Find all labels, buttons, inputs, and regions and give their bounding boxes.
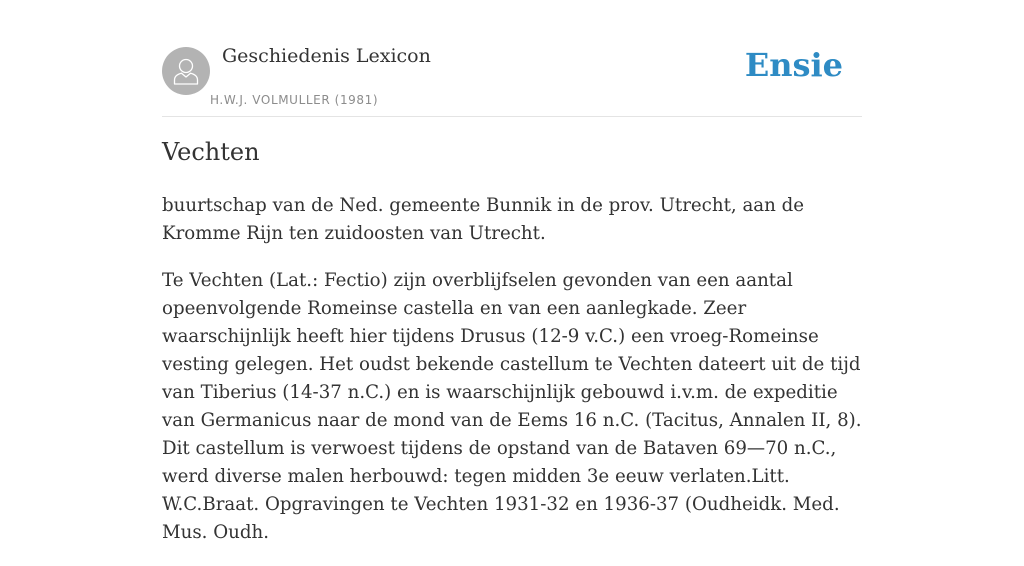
- entry-body: [162, 192, 862, 566]
- entry-paragraph: buurtschap van de Ned. gemeente Bunnik in de prov. Utrecht, aan de Kromme Rijn ten zuidoosten van Utrecht.: [162, 195, 805, 244]
- entry-paragraph: Te Vechten (Lat.: Fectio) zijn overblijfselen gevonden van een aantal opeenvolgende Romeinse castella en van een aanlegkade. Zeer waarschijnlijk heeft hier tijdens Drusus (12-9 v.C.) een vroeg-Romeinse vesting gelegen. Het oudst bekende castellum te Vechten dateert uit de tijd van Tiberius (14-37 n.C.) en is waarschijnlijk gebouwd i.v.m. de expeditie van Germanicus naar de mond van de Eems 16 n.C. (Tacitus, Annalen II, 8). Dit castellum is verwoest tijdens de opstand van de Bataven 69—70 n.C., werd diverse malen herbouwd: tegen midden 3e eeuw verlaten.Litt. W.C.Braat. Opgravingen te Vechten 1931-32 en 1936-37 (Oudheidk. Med. Mus. Oudh.: [162, 270, 862, 543]
- user-icon: [162, 47, 210, 95]
- lexicon-title[interactable]: Geschiedenis Lexicon: [222, 45, 431, 67]
- entry-title: Vechten: [162, 138, 260, 166]
- author-name[interactable]: H.W.J. VOLMULLER (1981): [210, 93, 379, 107]
- page-header: [162, 0, 862, 117]
- brand-logo[interactable]: Ensie: [744, 46, 843, 84]
- author-avatar[interactable]: [162, 47, 210, 95]
